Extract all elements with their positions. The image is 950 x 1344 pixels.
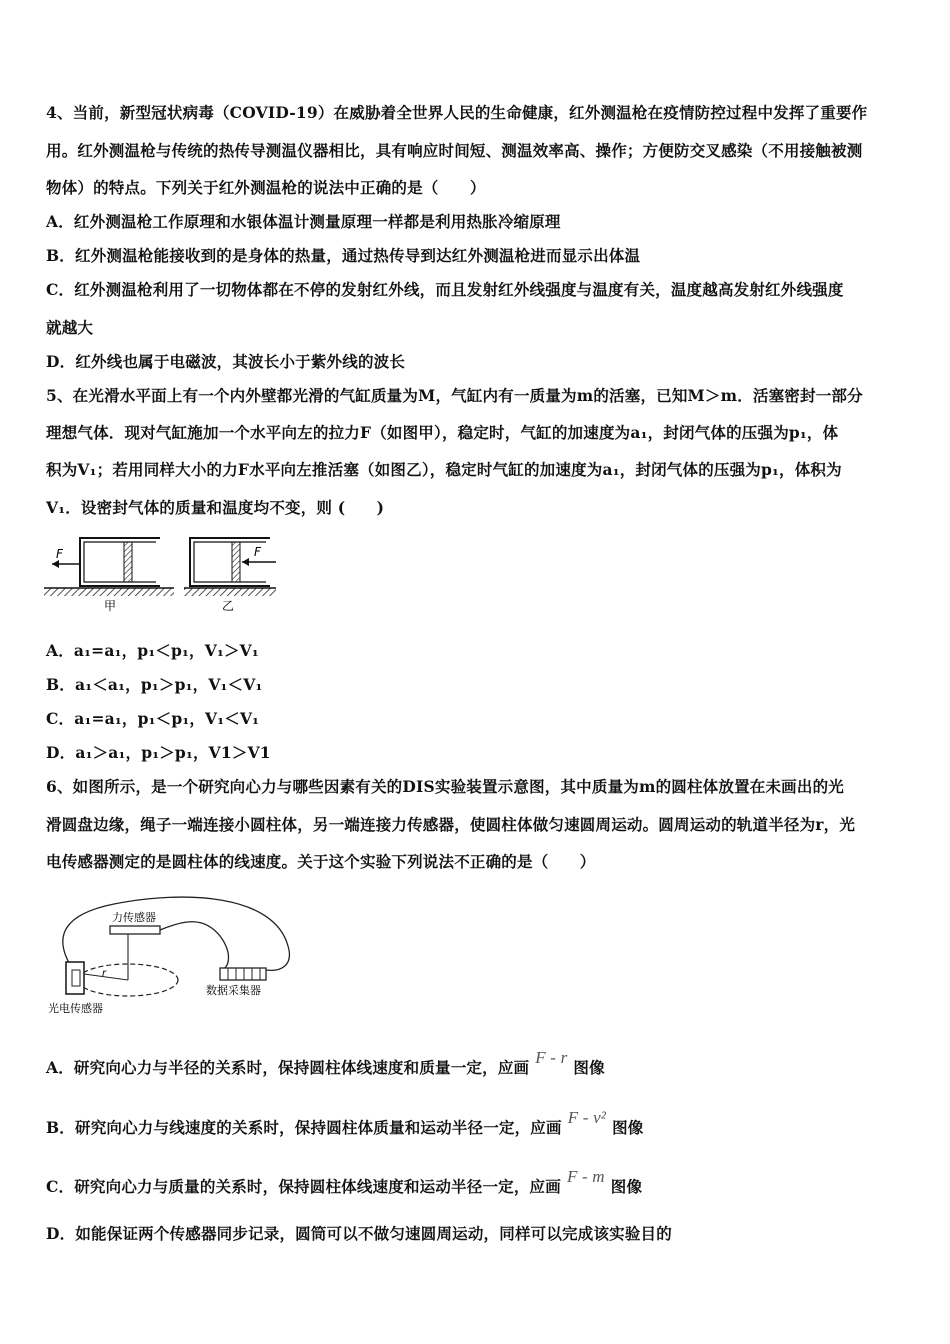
- q6-option-a-formula: F - r: [535, 1048, 568, 1067]
- q5-stem-line-3: 积为V₁；若用同样大小的力F水平向左推活塞（如图乙），稳定时气缸的加速度为a₁，封闭气体的压强为p₁，体积为: [46, 460, 842, 479]
- q6-dis-apparatus-figure: [44, 886, 304, 1018]
- q4-option-b: B．红外测温枪能接收到的是身体的热量，通过热传导到达红外测温枪进而显示出体温: [46, 246, 641, 265]
- q5-option-c: C．a₁=a₁，p₁＜p₁，V₁＜V₁: [46, 709, 260, 728]
- data-collector-box: [220, 968, 266, 980]
- q5-option-a: A．a₁=a₁，p₁＜p₁，V₁＞V₁: [46, 641, 259, 660]
- q6-option-c-formula: F - m: [566, 1167, 605, 1186]
- q6-stem-line-1: 6、如图所示，是一个研究向心力与哪些因素有关的DIS实验装置示意图，其中质量为m的圆柱体放置在未画出的光: [46, 777, 844, 796]
- cylinder-left: [44, 538, 174, 596]
- q6-option-b: [46, 1108, 644, 1138]
- photo-sensor-label: 光电传感器: [48, 1002, 103, 1015]
- figure-label-yi: 乙: [222, 599, 235, 613]
- force-sensor-box: [110, 926, 160, 934]
- q4-option-a: A．红外测温枪工作原理和水银体温计测量原理一样都是利用热胀冷缩原理: [46, 212, 561, 231]
- q4-option-d: D．红外线也属于电磁波，其波长小于紫外线的波长: [46, 352, 406, 371]
- q6-option-b-formula: F - v²: [567, 1108, 607, 1127]
- figure-label-jia: 甲: [104, 599, 117, 613]
- q6-stem-line-2: 滑圆盘边缘，绳子一端连接小圆柱体，另一端连接力传感器，使圆柱体做匀速圆周运动。圆周运动的轨道半径为r，光: [46, 815, 856, 834]
- force-sensor-label: 力传感器: [112, 911, 156, 924]
- data-collector-label: 数据采集器: [206, 984, 261, 997]
- q4-stem-line-1: 4、当前，新型冠状病毒（COVID-19）在威胁着全世界人民的生命健康，红外测温枪在疫情防控过程中发挥了重要作: [46, 103, 868, 122]
- cable-photo-to-collector: [63, 897, 290, 970]
- q4-stem-line-2: 用。红外测温枪与传统的热传导测温仪器相比，具有响应时间短、测温效率高、操作；方便防交叉感染（不用接触被测: [46, 141, 863, 160]
- q5-stem-line-1: 5、在光滑水平面上有一个内外壁都光滑的气缸质量为M，气缸内有一质量为m的活塞，已知M＞m．活塞密封一部分: [46, 386, 863, 405]
- q6-option-a: [46, 1048, 605, 1078]
- radius-label: r: [102, 968, 107, 979]
- q5-stem-line-2: 理想气体．现对气缸施加一个水平向左的拉力F（如图甲），稳定时，气缸的加速度为a₁，封闭气体的压强为p₁，体: [46, 423, 839, 442]
- q4-option-c-cont: 就越大: [46, 318, 94, 337]
- q6-option-a-suffix: 图像: [573, 1058, 605, 1077]
- force-label-left: F: [56, 547, 63, 561]
- q5-stem-line-4: V₁．设密封气体的质量和温度均不变，则 ( ): [46, 498, 385, 517]
- cable-force-to-collector: [160, 922, 229, 970]
- q5-option-b: B．a₁＜a₁，p₁＞p₁，V₁＜V₁: [46, 675, 263, 694]
- q6-option-c-text: C．研究向心力与质量的关系时，保持圆柱体线速度和运动半径一定，应画: [46, 1177, 561, 1196]
- q6-option-b-suffix: 图像: [612, 1118, 644, 1137]
- photo-sensor-box: [66, 962, 84, 994]
- q4-option-c: C．红外测温枪利用了一切物体都在不停的发射红外线，而且发射红外线强度与温度有关，温度越高发射红外线强度: [46, 280, 844, 299]
- cylinder-right: [184, 538, 276, 596]
- q6-option-c-suffix: 图像: [610, 1177, 643, 1196]
- q4-stem-line-3: 物体）的特点。下列关于红外测温枪的说法中正确的是（ ）: [46, 178, 486, 197]
- q6-option-d: D．如能保证两个传感器同步记录，圆筒可以不做匀速圆周运动，同样可以完成该实验目的: [46, 1224, 672, 1243]
- q6-option-b-text: B．研究向心力与线速度的关系时，保持圆柱体质量和运动半径一定，应画: [46, 1118, 562, 1137]
- q6-option-a-text: A．研究向心力与半径的关系时，保持圆柱体线速度和质量一定，应画: [46, 1058, 530, 1077]
- q6-option-c: [46, 1167, 643, 1197]
- q5-option-d: D．a₁＞a₁，p₁＞p₁，V1＞V1: [46, 743, 271, 762]
- force-label-right: F: [254, 545, 261, 559]
- q6-stem-line-3: 电传感器测定的是圆柱体的线速度。关于这个实验下列说法不正确的是（ ）: [46, 852, 596, 871]
- q5-cylinder-figure: [40, 528, 280, 616]
